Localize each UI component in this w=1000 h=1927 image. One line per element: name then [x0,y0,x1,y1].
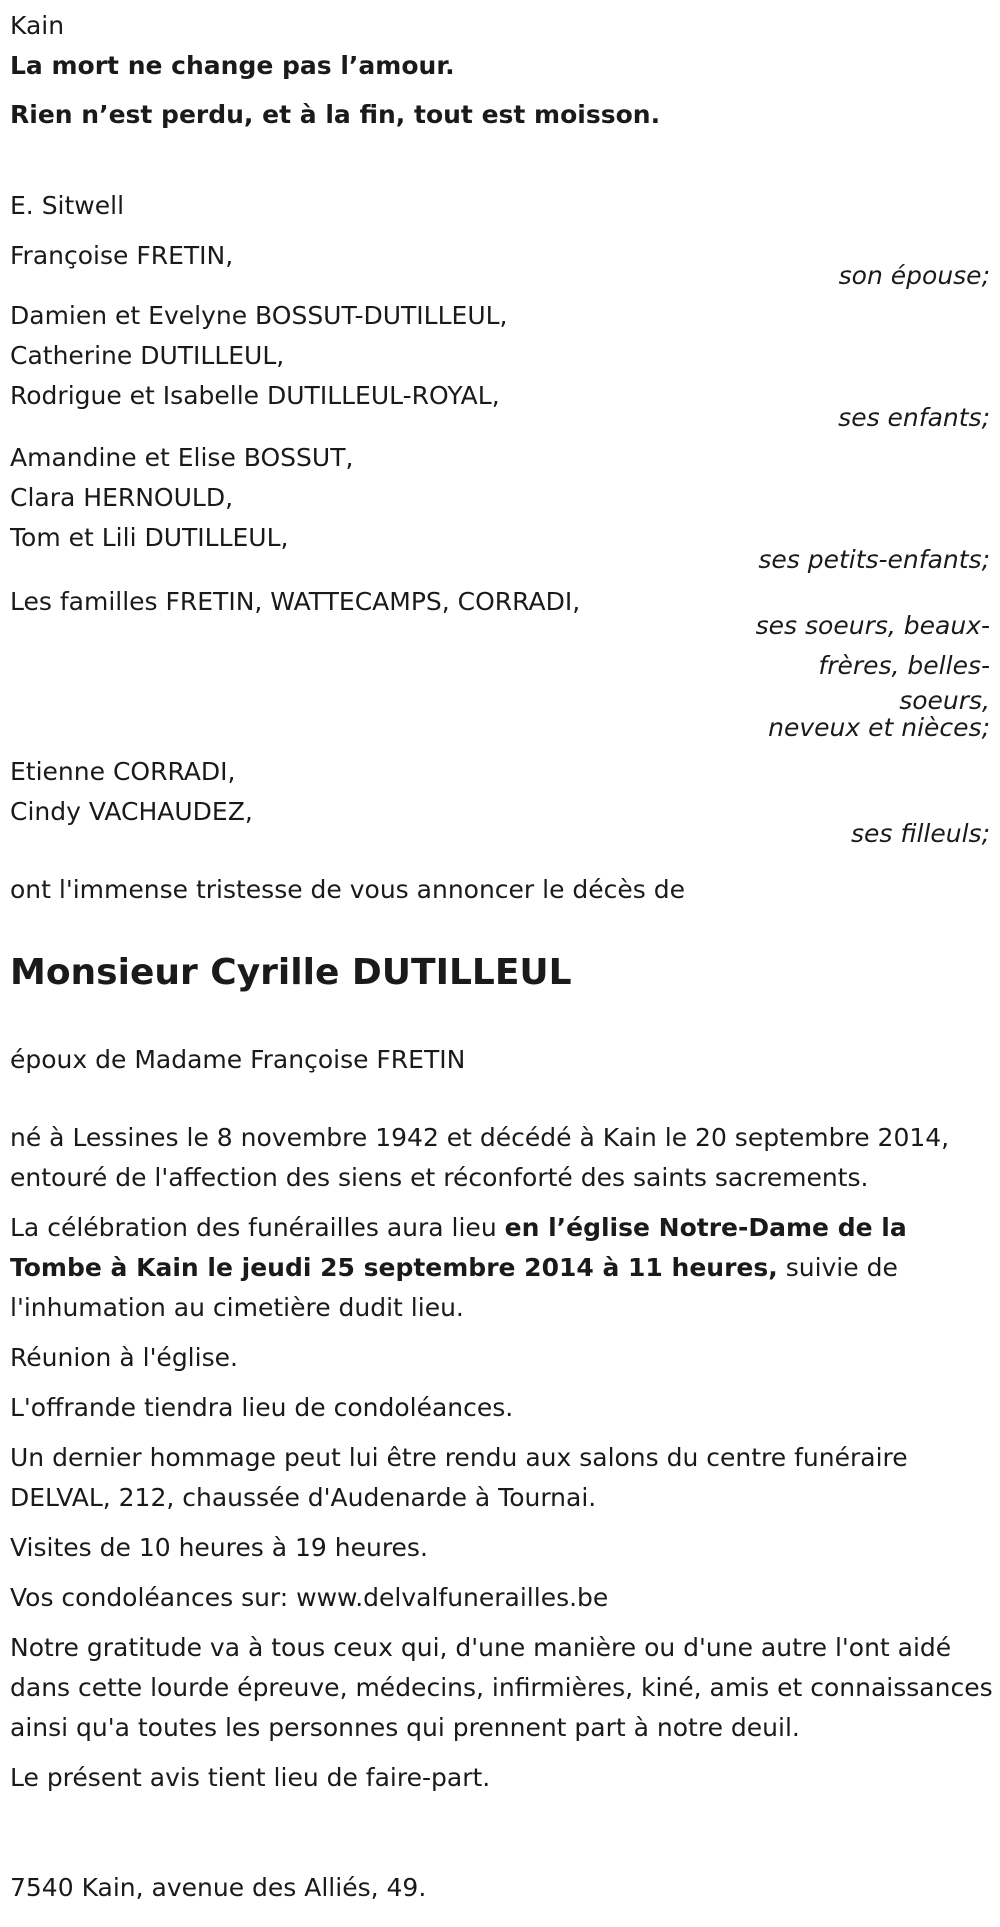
hommage-text: Un dernier hommage peut lui être rendu aux salons du centre funéraire DELVAL, 212, chaussée d'Audenarde à Tournai. [10,1443,908,1512]
details-block [10,1118,995,1798]
grandchildren-names [10,438,990,558]
gratitude-text: Notre gratitude va à tous ceux qui, d'une manière ou d'une autre l'ont aidé dans cette lourde épreuve, médecins, infirmières, kiné, amis et connaissances ainsi qu'a toutes les personnes qui prennent part à notre deuil. [10,1633,993,1742]
name-line: Les familles FRETIN, WATTECAMPS, CORRADI, [10,587,581,616]
role-families [730,606,990,716]
name-line: Amandine et Elise BOSSUT, [10,443,354,472]
condoleances-text: Vos condoléances sur: www.delvalfunerailles.be [10,1583,609,1612]
role-line: frères, belles- [818,651,990,680]
name-line: Etienne CORRADI, [10,757,236,786]
name-line: Damien et Evelyne BOSSUT-DUTILLEUL, [10,301,508,330]
birth-death-text: né à Lessines le 8 novembre 1942 et décédé à Kain le 20 septembre 2014, entouré de l'affection des siens et réconforté des saints sacrements. [10,1123,950,1192]
quote-line-2: Rien n’est perdu, et à la fin, tout est moisson. [10,100,661,129]
announce-intro: ont l'immense tristesse de vous annoncer le décès de [10,875,686,904]
family-children [10,296,990,436]
name-line: Cindy VACHAUDEZ, [10,797,253,826]
quote-line-1: La mort ne change pas l’amour. [10,51,455,80]
name-line: Françoise FRETIN, [10,241,234,270]
spouse-of: époux de Madame Françoise FRETIN [10,1045,466,1074]
quote-author: E. Sitwell [10,191,125,220]
children-names [10,296,990,416]
name-line: Catherine DUTILLEUL, [10,341,285,370]
offrande-text: L'offrande tiendra lieu de condoléances. [10,1393,514,1422]
funeral-pre: La célébration des funérailles aura lieu [10,1213,505,1242]
name-line: Rodrigue et Isabelle DUTILLEUL-ROYAL, [10,381,500,410]
role-godchildren: ses filleuls; [850,819,990,848]
family-grandchildren [10,438,990,578]
family-godchildren [10,752,990,852]
name-line: Tom et Lili DUTILLEUL, [10,523,289,552]
role-children: ses enfants; [838,403,990,432]
role-line: ses soeurs, beaux- [755,611,990,640]
funeral-bold: en l’église Notre-Dame de la Tombe à Kain le jeudi 25 septembre 2014 à 11 heures, [10,1213,907,1282]
role-grandchildren: ses petits-enfants; [758,545,990,574]
role-line: soeurs, [899,686,990,715]
family-extended [10,582,990,752]
funeral-text [10,1208,995,1328]
visites-text: Visites de 10 heures à 19 heures. [10,1533,428,1562]
name-line: Clara HERNOULD, [10,483,234,512]
role-spouse: son épouse; [838,261,990,290]
address-text: 7540 Kain, avenue des Alliés, 49. [10,1873,427,1902]
place-text: Kain [10,11,65,40]
deceased-name: Monsieur Cyrille DUTILLEUL [10,952,572,993]
reunion-text: Réunion à l'église. [10,1343,238,1372]
faire-part-text: Le présent avis tient lieu de faire-part. [10,1763,491,1792]
family-spouse [10,236,990,296]
funeral-post: suivie de l'inhumation au cimetière dudit lieu. [10,1253,898,1322]
role-families-last: neveux et nièces; [768,713,990,742]
